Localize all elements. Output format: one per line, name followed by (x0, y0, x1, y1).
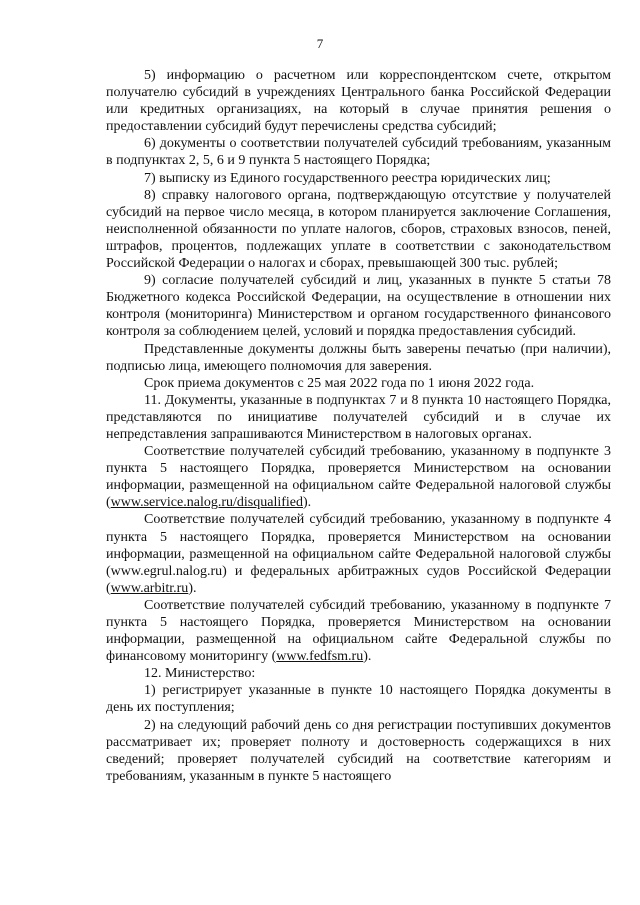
check-subitem-4-text: Соответствие получателей субсидий требованию, указанному в подпункте 4 пункта 5 настоящего Порядка, проверяется Министерством на основании информации, размещенной на официальном сайте Федеральной налоговой службы (www.egrul.nalog.ru) и федеральных арбитражных судов Российской Федерации ( (106, 512, 611, 596)
check-subitem-3-end: ). (303, 495, 312, 511)
check-subitem-7-paragraph (106, 597, 611, 665)
check-subitem-4-end: ). (188, 580, 197, 596)
certification-paragraph: Представленные документы должны быть заверены печатью (при наличии), подписью лица, имеющего полномочия для заверения. (106, 341, 611, 374)
item-9-paragraph: 9) согласие получателей субсидий и лиц, указанных в пункте 5 статьи 78 Бюджетного кодекса Российской Федерации, на осуществление в отношении них контроля (мониторинга) Министерством и органом государственного финансового контроля за соблюдением целей, условий и порядка предоставления субсидий. (106, 273, 611, 340)
check-subitem-7-text: Соответствие получателей субсидий требованию, указанному в подпункте 7 пункта 5 настоящего Порядка, проверяется Министерством на основании информации, размещенной на официальном сайте Федеральной службы по финансовому мониторингу ( (106, 597, 611, 665)
item-7-paragraph: 7) выписку из Единого государственного реестра юридических лиц; (144, 170, 551, 186)
check-subitem-4-paragraph (106, 511, 611, 596)
item-8-paragraph: 8) справку налогового органа, подтверждающую отсутствие у получателей субсидий на первое число месяца, в котором планируется заключение Соглашения, неисполненной обязанности по уплате налогов, сборов, страховых взносов, пеней, штрафов, процентов, подлежащих уплате в соответствии с законодательством Российской Федерации о налогах и сборах, превышающей 300 тыс. рублей; (106, 187, 611, 272)
item-12-2-paragraph: 2) на следующий рабочий день со дня регистрации поступивших документов рассматривает их; проверяет полноту и достоверность содержащихся в них сведений; проверяет получателей субсидий на соответствие категориям и требованиям, указанным в пункте 5 настоящего (106, 717, 611, 784)
item-12-heading: 12. Министерство: (144, 666, 256, 682)
arbitr-link[interactable]: www.arbitr.ru (110, 580, 189, 596)
item-5-paragraph: 5) информацию о расчетном или корреспондентском счете, открытом получателю субсидий в учреждениях Центрального банка Российской Федерации или кредитных организациях, на который в случае принятия решения о предоставлении субсидий будут перечислены средства субсидий; (106, 68, 611, 135)
document-body (106, 67, 611, 785)
page-number: 7 (316, 36, 324, 51)
check-subitem-3-paragraph (106, 443, 611, 511)
deadline-paragraph: Срок приема документов с 25 мая 2022 года по 1 июня 2022 года. (144, 375, 535, 391)
check-subitem-3-text: Соответствие получателей субсидий требованию, указанному в подпункте 3 пункта 5 настоящего Порядка, проверяется Министерством на основании информации, размещенной на официальном сайте Федеральной налоговой службы ( (106, 444, 611, 511)
item-6-paragraph: 6) документы о соответствии получателей субсидий требованиям, указанным в подпунктах 2, 5, 6 и 9 пункта 5 настоящего Порядка; (106, 136, 611, 169)
item-12-1-paragraph: 1) регистрирует указанные в пункте 10 настоящего Порядка документы в день их поступления; (106, 683, 611, 716)
fedfsm-link[interactable]: www.fedfsm.ru (276, 649, 364, 665)
item-11-paragraph: 11. Документы, указанные в подпунктах 7 и 8 пункта 10 настоящего Порядка, представляются по инициативе получателей субсидий и в случае их непредставления запрашиваются Министерством в налоговых органах. (106, 392, 611, 442)
nalog-disqualified-link[interactable]: www.service.nalog.ru/disqualified (110, 495, 303, 511)
check-subitem-7-end: ). (363, 649, 372, 665)
